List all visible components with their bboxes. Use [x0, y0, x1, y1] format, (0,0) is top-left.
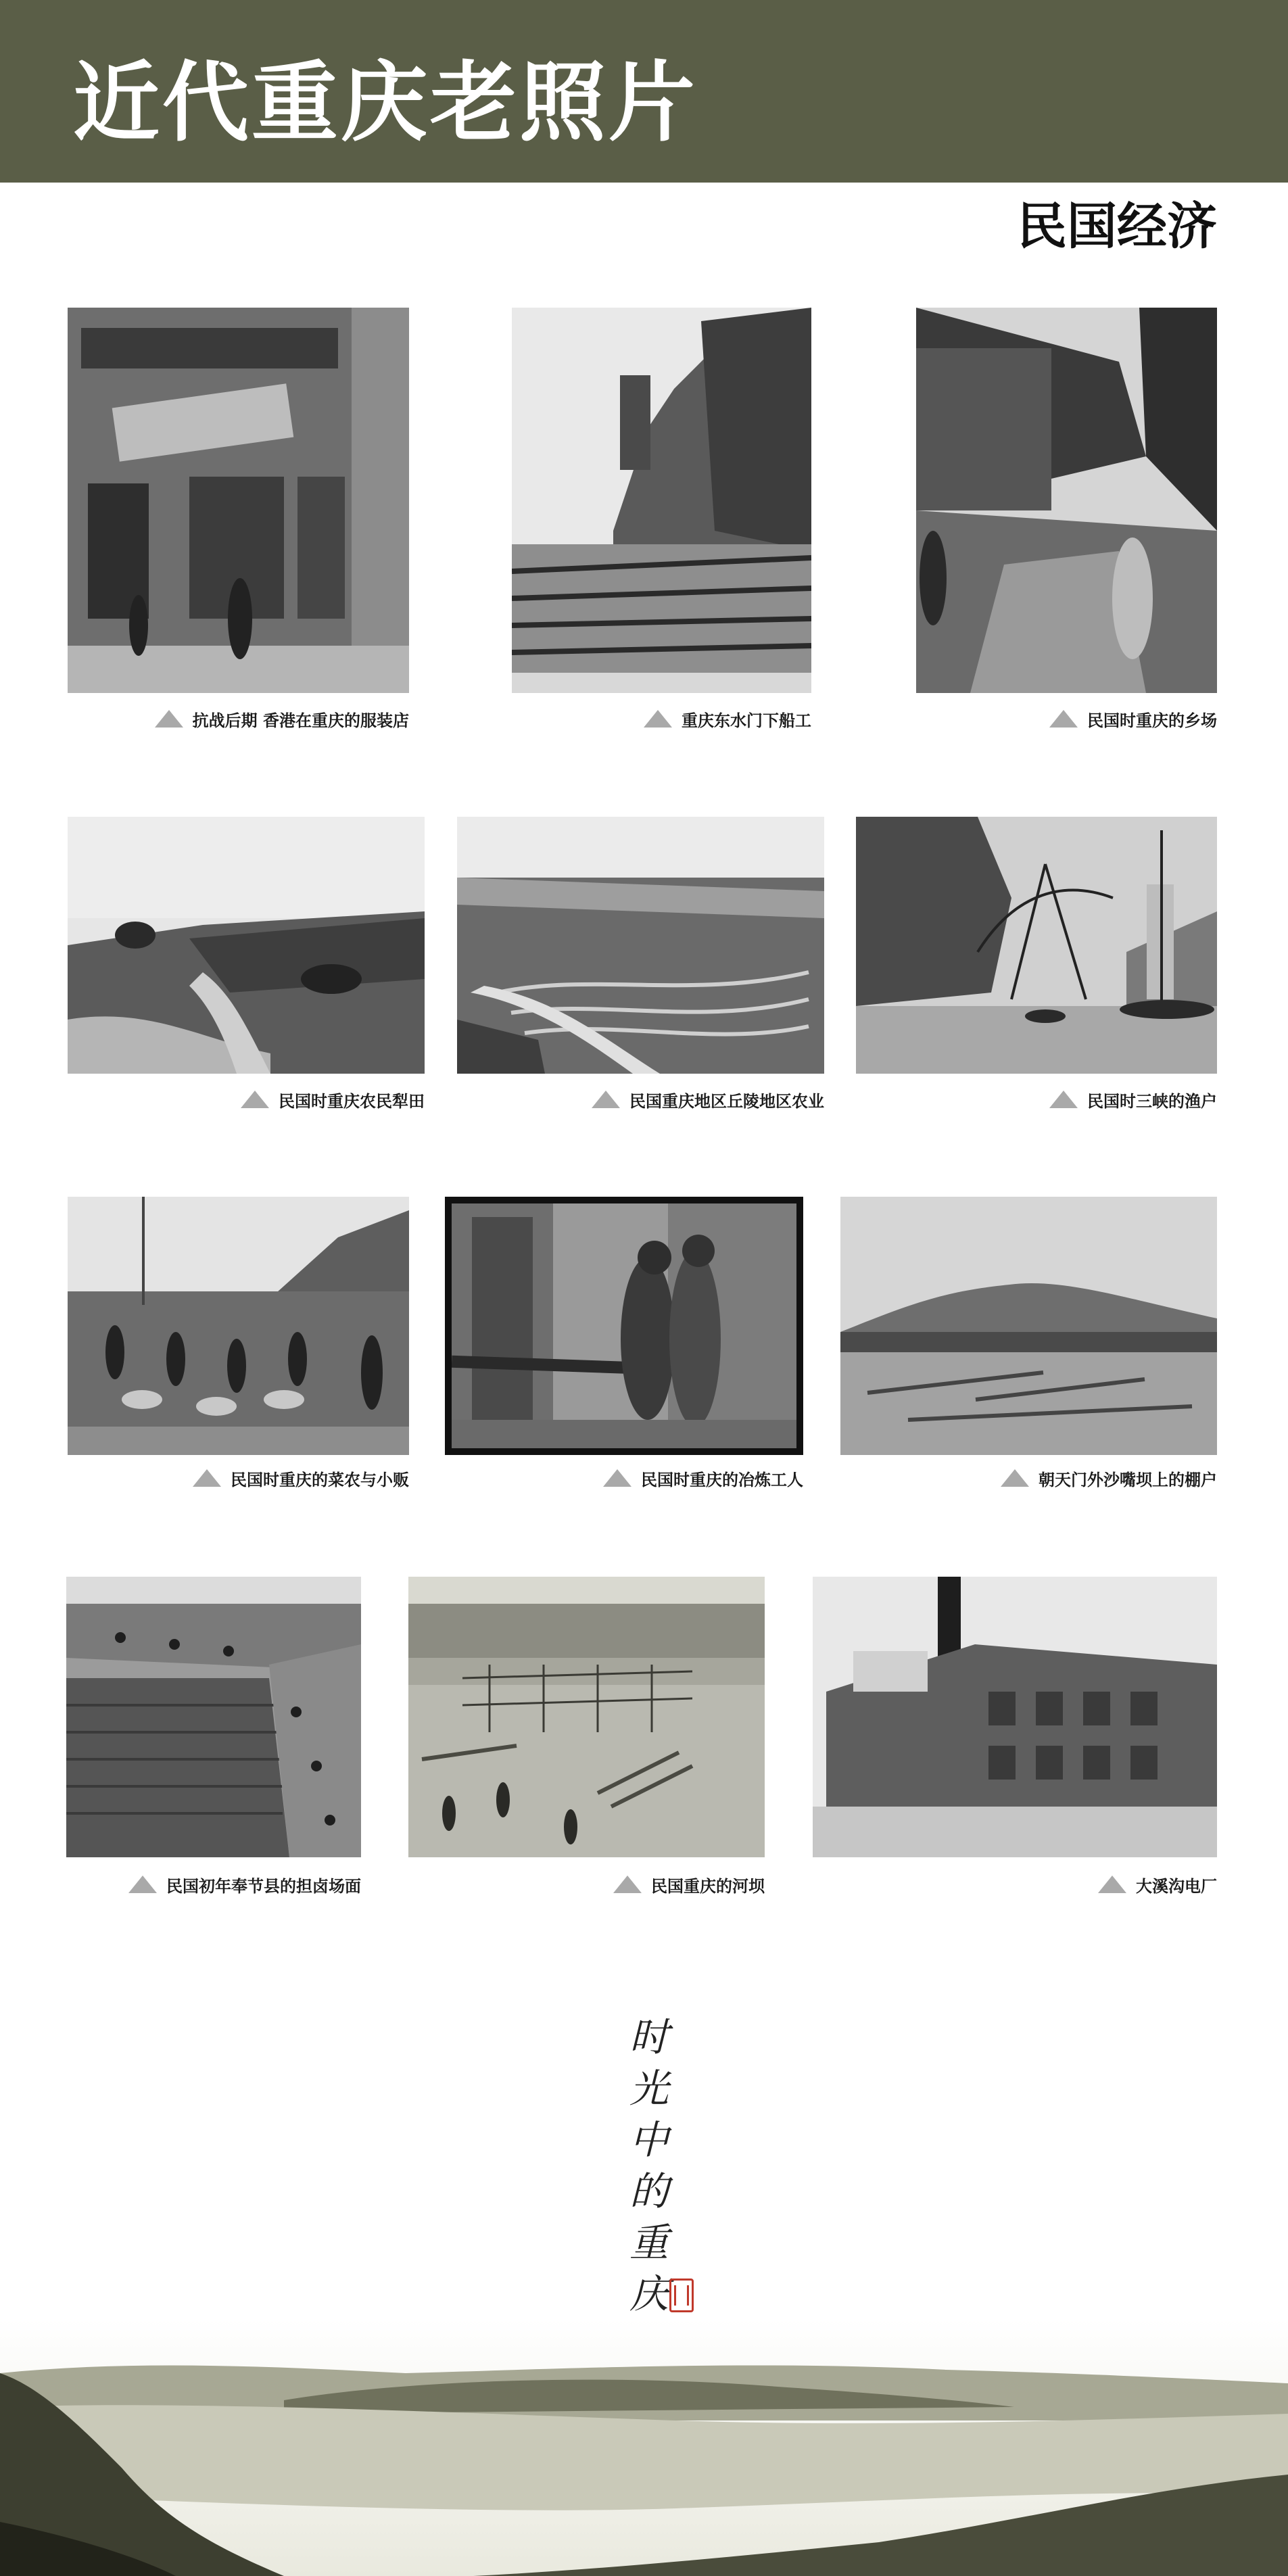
header-banner — [0, 0, 1288, 183]
caption — [68, 1086, 425, 1113]
triangle-marker-icon — [241, 1091, 269, 1108]
triangle-marker-icon — [603, 1469, 631, 1487]
caption-text: 抗战后期 香港在重庆的服装店 — [192, 710, 409, 730]
photo-fengjie-brine-carrying — [66, 1577, 361, 1857]
red-seal-icon — [669, 2279, 694, 2312]
caption — [813, 1871, 1217, 1898]
caption — [445, 1464, 803, 1492]
triangle-marker-icon — [155, 710, 183, 728]
caption — [68, 705, 409, 732]
photo-three-gorges-fishermen — [856, 817, 1217, 1074]
calligraphy-char: 时 — [629, 2014, 669, 2060]
triangle-marker-icon — [644, 710, 672, 728]
triangle-marker-icon — [592, 1091, 620, 1108]
photo-vegetable-vendors — [68, 1197, 409, 1455]
caption — [512, 705, 811, 732]
caption-text: 大溪沟电厂 — [1136, 1876, 1217, 1896]
photo-river-bank — [408, 1577, 765, 1857]
caption-text: 民国重庆的河坝 — [651, 1876, 765, 1896]
triangle-marker-icon — [1049, 1091, 1078, 1108]
triangle-marker-icon — [613, 1876, 642, 1893]
caption — [66, 1871, 361, 1898]
caption — [68, 1464, 409, 1492]
page-title: 近代重庆老照片 — [73, 53, 698, 153]
photo-boatmen — [512, 308, 811, 693]
photo-plowing — [68, 817, 425, 1074]
triangle-marker-icon — [1001, 1469, 1029, 1487]
panorama-river-photo — [0, 2319, 1288, 2576]
caption-text: 重庆东水门下船工 — [682, 710, 811, 730]
calligraphy-char: 中 — [629, 2117, 669, 2163]
triangle-marker-icon — [1049, 710, 1078, 728]
section-title: 民国经济 — [1017, 197, 1217, 256]
caption — [457, 1086, 824, 1113]
caption — [840, 1464, 1217, 1492]
caption-text: 民国初年奉节县的担卤场面 — [166, 1876, 361, 1896]
caption-text: 民国重庆地区丘陵地区农业 — [629, 1091, 824, 1111]
photo-smelting-workers — [445, 1197, 803, 1455]
photo-daxigou-power-plant — [813, 1577, 1217, 1857]
caption-text: 朝天门外沙嘴坝上的棚户 — [1039, 1469, 1217, 1489]
caption-text: 民国时重庆农民犁田 — [279, 1091, 425, 1111]
calligraphy-char: 光 — [629, 2066, 669, 2112]
photo-tailor-shop — [68, 308, 409, 693]
caption — [916, 705, 1217, 732]
calligraphy-char: 的 — [629, 2168, 669, 2214]
triangle-marker-icon — [128, 1876, 157, 1893]
caption-text: 民国时三峡的渔户 — [1087, 1091, 1217, 1111]
photo-terraced-fields — [457, 817, 824, 1074]
calligraphy-char: 庆 — [629, 2271, 669, 2317]
caption-text: 民国时重庆的乡场 — [1087, 710, 1217, 730]
caption-text: 民国时重庆的菜农与小贩 — [231, 1469, 409, 1489]
photo-village-market — [916, 308, 1217, 693]
triangle-marker-icon — [193, 1469, 221, 1487]
caption-text: 民国时重庆的冶炼工人 — [641, 1469, 803, 1489]
calligraphy-column — [615, 2011, 683, 2320]
caption — [408, 1871, 765, 1898]
calligraphy-char: 重 — [629, 2220, 669, 2266]
photo-shazui-sandbar-shacks — [840, 1197, 1217, 1455]
triangle-marker-icon — [1098, 1876, 1126, 1893]
caption — [856, 1086, 1217, 1113]
